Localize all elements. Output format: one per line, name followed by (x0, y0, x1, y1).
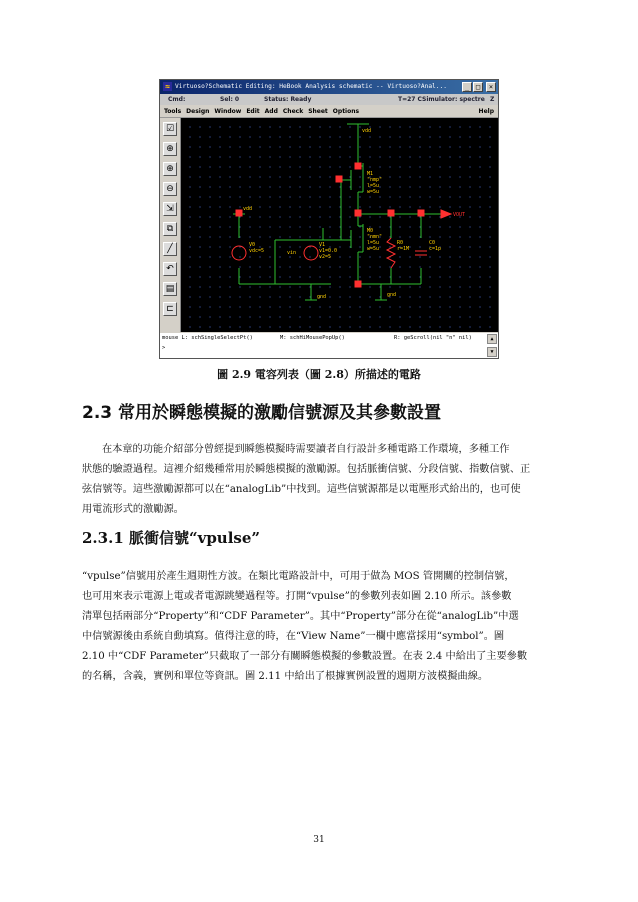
zoom-in-icon[interactable]: ⊕ (163, 162, 177, 176)
menu-check[interactable]: Check (282, 108, 304, 115)
sel-count: Sel: 0 (220, 96, 240, 103)
label-m1-w: w=5u (367, 189, 380, 195)
section-heading: 2.3 常用於瞬態模擬的激勵信號源及其參數設置 (82, 403, 442, 423)
label-r0-val: r=1M (397, 246, 410, 252)
menu-options[interactable]: Options (332, 108, 360, 115)
scroll-up-icon[interactable]: ▲ (487, 334, 497, 344)
subsection-heading: 2.3.1 脈衝信號“vpulse” (82, 529, 261, 547)
menu-tools[interactable]: Tools (164, 108, 182, 115)
app-icon: ≈ (163, 82, 172, 91)
mouse-left-binding: mouse L: schSingleSelectPt() (162, 335, 253, 341)
label-v0-vdc: vdc=5 (249, 248, 265, 254)
paragraph-line: 狀態的驗證過程。這裡介紹幾種常用於瞬態模擬的激勵源。包括脈衝信號、分段信號、指數信號、正 (82, 464, 531, 475)
undo-icon[interactable]: ↶ (163, 262, 177, 276)
paragraph-line: “vpulse”信號用於產生週期性方波。在類比電路設計中，可用于做為 MOS 管開關的控制信號， (82, 571, 515, 582)
menu-add[interactable]: Add (264, 108, 278, 115)
menu-design[interactable]: Design (186, 108, 210, 115)
zoom-fit-icon[interactable]: ⊕ (163, 142, 177, 156)
label-m0-w: w=5u (367, 246, 380, 252)
menu-edit[interactable]: Edit (246, 108, 260, 115)
simulator: Simulator: spectre (422, 96, 485, 103)
figure-caption: 圖 2.9 電容列表（圖 2.8）所描述的電路 (217, 368, 421, 381)
scroll-down-icon[interactable]: ▼ (487, 347, 497, 357)
label-m1-model: "nmp" (367, 177, 383, 183)
label-v1-v1: v1=0.0 (319, 248, 338, 254)
label-v0: V0 (249, 242, 256, 248)
menu-help[interactable]: Help (478, 108, 494, 115)
section-paragraph (82, 440, 556, 520)
status-bar (160, 94, 498, 105)
subsection-paragraph (82, 567, 556, 687)
cmd-label: Cmd: (168, 96, 186, 103)
label-m0-l: l=5u (367, 240, 380, 246)
wire-icon[interactable]: ╱ (163, 242, 177, 256)
label-c0-val: c=1p (429, 246, 442, 252)
minimize-icon[interactable]: _ (462, 82, 472, 92)
schematic-canvas[interactable] (181, 118, 498, 332)
close-icon[interactable]: × (486, 82, 496, 92)
window-title: Virtuoso?Schematic Editing: HeBook Analysis schematic -- Virtuoso?Anal... (175, 83, 447, 90)
z-indicator: Z (490, 96, 495, 103)
label-c0: C0 (429, 240, 436, 246)
property-icon[interactable]: ▤ (163, 282, 177, 296)
label-vout: VOUT (453, 212, 466, 218)
command-prompt[interactable]: > (162, 345, 166, 351)
label-v1-v2: v2=5 (319, 254, 332, 260)
mouse-binding-bar (160, 333, 498, 358)
label-gnd-right: gnd (387, 292, 397, 298)
label-m0-model: "nmn" (367, 234, 383, 240)
mouse-right-binding: R: geScroll(nil "n" nil) (394, 335, 472, 341)
paragraph-line: 清單包括兩部分“Property”和“CDF Parameter”。其中“Property”部分在從“analogLib”中選 (82, 611, 519, 622)
menu-bar (160, 106, 498, 118)
status-text: Status: Ready (264, 96, 312, 103)
label-gnd-mid: gnd (317, 294, 327, 300)
paragraph-line: 弦信號等。這些激勵源都可以在“analogLib”中找到。這些信號源都是以電壓形式給出的，也可使 (82, 484, 521, 495)
copy-icon[interactable]: ⧉ (163, 222, 177, 236)
virtuoso-screenshot (159, 79, 499, 359)
mouse-middle-binding: M: schHiMousePopUp() (280, 335, 345, 341)
paragraph-line: 的名稱，含義，實例和單位等資訊。圖 2.11 中給出了根據實例設置的週期方波模擬曲線。 (82, 671, 489, 682)
label-m1: M1 (367, 171, 374, 177)
page-number: 31 (313, 835, 325, 845)
label-vin: vin (287, 250, 297, 256)
paragraph-line: 中信號源後由系統自動填寫。值得注意的時，在“View Name”一欄中應當採用“symbol”。圖 (82, 631, 505, 642)
check-save-icon[interactable]: ☑ (163, 122, 177, 136)
label-m1-l: l=5u (367, 183, 380, 189)
instance-icon[interactable]: ⊏ (163, 302, 177, 316)
tool-palette (160, 118, 181, 332)
label-v1: V1 (319, 242, 326, 248)
paragraph-line: 也可用來表示電源上電或者電源跳變過程等。打開“vpulse”的參數列表如圖 2.10 所示。該參數 (82, 591, 512, 602)
menu-sheet[interactable]: Sheet (308, 108, 328, 115)
paragraph-line: 用電流形式的激勵源。 (82, 504, 184, 515)
maximize-icon[interactable]: □ (473, 82, 483, 92)
temperature: T=27 C (398, 96, 422, 103)
paragraph-line: 在本章的功能介紹部分曾經提到瞬態模擬時需要讀者自行設計多種電路工作環境，多種工作 (102, 444, 510, 455)
zoom-out-icon[interactable]: ⊖ (163, 182, 177, 196)
stretch-icon[interactable]: ⇲ (163, 202, 177, 216)
schematic-drawing (181, 118, 498, 332)
label-r0: R0 (397, 240, 404, 246)
window-titlebar (160, 80, 498, 94)
window-controls (462, 82, 496, 92)
label-vdd-top: vdd (362, 128, 372, 134)
menu-window[interactable]: Window (214, 108, 242, 115)
label-vdd-left: vdd (243, 206, 253, 212)
label-m0: M0 (367, 228, 374, 234)
paragraph-line: 2.10 中“CDF Parameter”只截取了一部分有關瞬態模擬的參數設置。在表 2.4 中給出了主要參數 (82, 651, 528, 662)
